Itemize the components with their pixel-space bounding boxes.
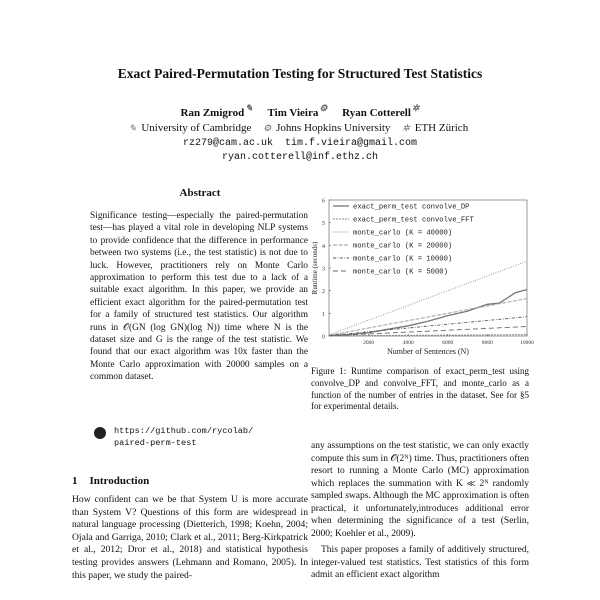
affiliation-2: ⚙ Johns Hopkins University (263, 122, 391, 134)
y-tick-label: 0 (322, 334, 325, 341)
x-tick-label: 6000 (442, 340, 454, 346)
section-number: 1 (72, 475, 78, 487)
intro-text: How confident can we be that System U is more accurate than System V? Questions of this form are widespread in natural language processing (Dietterich, 1998; Koehn, 2004; Ojala and Garriga, 2010; Clark et al., 2011; Berg-Kirkpatrick et al., 2012; Dror et al., 2018) and statistical hypothesis testing provides answers (Lehmann and Romano, 2005). In this paper, we study the paired- (72, 494, 308, 581)
repo-url[interactable] (114, 425, 253, 449)
x-tick-label: 10000 (520, 340, 534, 346)
y-tick-label: 6 (322, 198, 325, 205)
runtime-chart (305, 188, 535, 360)
paragraph-1: any assumptions on the test statistic, we can only exactly compute this sum in 𝒪(2ᴺ) time. Thus, practitioners often resort to running a Monte Carlo (MC) approximation which replaces the summation with K ≪ 2ᴺ randomly sampled swaps. Although the MC approximation is often practical, it unfortunately,introduces additional error when determining the significance of a test (Serlin, 2000; Koehler et al., 2009). (311, 441, 529, 539)
y-axis-label: Runtime (seconds) (311, 241, 319, 295)
legend-label-4: monte_carlo (K = 20000) (353, 242, 453, 251)
series-line-5 (329, 317, 527, 336)
pen-icon: ✎ (128, 123, 137, 133)
x-tick-label: 8000 (481, 340, 493, 346)
gear-icon: ⚙ (319, 103, 328, 113)
author-1: Ran Zmigrod✎ (180, 103, 253, 119)
y-tick-label: 5 (322, 221, 325, 228)
x-tick-label: 2000 (363, 340, 375, 346)
figure-caption: Figure 1: Runtime comparison of exact_perm_test using convolve_DP and convolve_FFT, and monte_carlo as a function of the number of entries in the dataset. See for §5 for experimental details. (311, 366, 529, 412)
author-2: Tim Vieira⚙ (267, 103, 328, 119)
section-heading-intro (72, 475, 161, 487)
abstract-heading: Abstract (179, 187, 221, 199)
author-3: Ryan Cotterell✲ (342, 103, 420, 119)
y-tick-label: 3 (322, 266, 325, 273)
github-icon (94, 427, 106, 439)
section-title: Introduction (89, 475, 150, 487)
legend-label-2: exact_perm_test convolve_FFT (353, 216, 474, 225)
gear-icon: ⚙ (263, 123, 272, 133)
right-column-text (311, 440, 529, 586)
snowflake-icon: ✲ (411, 103, 420, 113)
series-line-4 (329, 299, 527, 336)
series-line-1 (329, 290, 527, 336)
legend-label-5: monte_carlo (K = 10000) (353, 255, 453, 264)
legend-label-1: exact_perm_test convolve_DP (353, 203, 470, 212)
author-list (0, 103, 600, 119)
paper-title: Exact Paired-Permutation Testing for Structured Test Statistics (117, 66, 483, 81)
affiliation-3: ✲ ETH Zürich (402, 122, 469, 134)
y-tick-label: 1 (322, 311, 325, 318)
y-tick-label: 2 (322, 289, 325, 296)
legend-label-6: monte_carlo (K = 5000) (353, 268, 448, 277)
series-line-2 (329, 335, 527, 336)
repo-url-line-1[interactable]: https://github.com/rycolab/ (114, 426, 254, 436)
legend-label-3: monte_carlo (K = 40000) (353, 229, 453, 238)
y-tick-label: 4 (322, 243, 325, 250)
snowflake-icon: ✲ (402, 123, 410, 133)
x-axis-label: Number of Sentences (N) (387, 347, 469, 356)
x-tick-label: 4000 (402, 340, 414, 346)
email-line-1[interactable]: rz279@cam.ac.uk tim.f.vieira@gmail.com (182, 138, 418, 149)
email-line-2[interactable]: ryan.cotterell@inf.ethz.ch (221, 152, 379, 163)
pen-icon: ✎ (245, 103, 253, 113)
paragraph-2: This paper proposes a family of additively structured, integer-valued test statistics. Test statistics of this form admit an efficient exact algorithm (311, 545, 529, 580)
repo-url-line-2[interactable]: paired-perm-test (114, 438, 197, 448)
affiliation-list (0, 122, 600, 134)
abstract-text: Significance testing—especially the paired-permutation test—has played a vital role in developing NLP systems to provide confidence that the difference in performance between two systems (i.e., the test statistic) is not due to luck. However, practitioners rely on Monte Carlo approximation to perform this test due to a lack of a suitable exact algorithm. In this paper, we provide an efficient exact algorithm for the paired-permutation test for a family of structured test statistics. Our algorithm runs in 𝒪(GN (log GN)(log N)) time where N is the dataset size and G is the range of the test statistic. We found that our exact algorithm was 10x faster than the Monte Carlo approximation with 20000 samples on a common dataset. (90, 211, 308, 383)
affiliation-1: ✎ University of Cambridge (128, 122, 252, 134)
